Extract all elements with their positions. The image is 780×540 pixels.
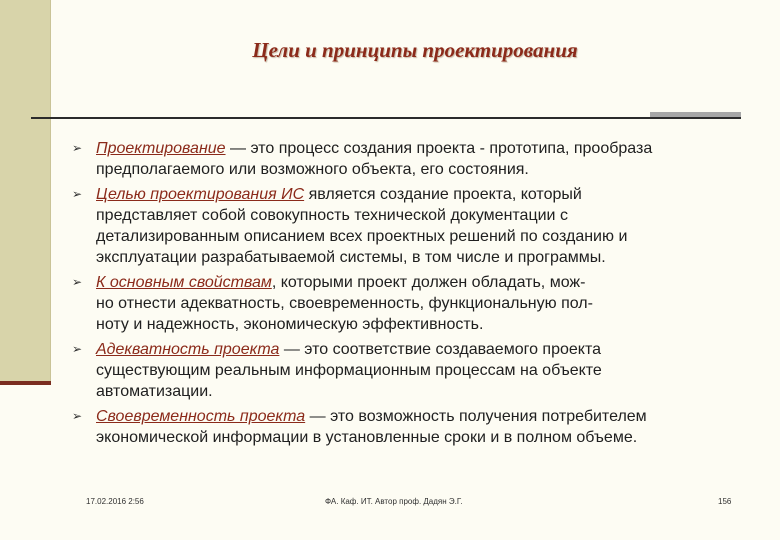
bullet-text: — это процесс создания проекта - прототипа, прообраза	[225, 140, 653, 157]
bullet-item-design	[72, 138, 752, 180]
bullet-item-timeliness	[72, 406, 752, 448]
arrow-bullet-icon: ➢	[72, 409, 83, 423]
bullet-text: но отнести адекватность, своевременность, функциональную пол-	[96, 295, 593, 312]
bullet-term: Адекватность проекта	[96, 341, 280, 358]
footer-author: ФА. Каф. ИТ. Автор проф. Дадян Э.Г.	[325, 497, 463, 506]
arrow-bullet-icon: ➢	[72, 275, 83, 289]
bullet-text: детализированным описанием всех проектных решений по созданию и	[96, 228, 628, 245]
footer-date: 17.02.2016 2:56	[86, 497, 144, 506]
bullet-text: ноту и надежность, экономическую эффективность.	[96, 316, 484, 333]
bullet-text: экономической информации в установленные сроки и в полном объеме.	[96, 429, 638, 446]
bullet-text: существующим реальным информационным процессам на объекте	[96, 362, 602, 379]
bullet-term: К основным свойствам	[96, 274, 272, 291]
bullet-text: — это соответствие создаваемого проекта	[279, 341, 602, 358]
title-divider	[31, 117, 741, 119]
bullet-text: предполагаемого или возможного объекта, его состояния.	[96, 161, 529, 178]
sidebar-edge	[50, 0, 51, 385]
bullet-text: , которыми проект должен обладать, мож-	[271, 274, 586, 291]
sidebar-accent-line	[0, 381, 51, 385]
bullet-item-properties	[72, 272, 752, 335]
bullet-term: Своевременность проекта	[96, 408, 306, 425]
slide-title: Цели и принципы проектирования	[252, 38, 578, 62]
footer-page-number: 156	[718, 497, 732, 506]
arrow-bullet-icon: ➢	[72, 141, 83, 155]
bullet-term: Целью проектирования ИС	[96, 186, 305, 203]
bullet-item-goal	[72, 184, 752, 268]
arrow-bullet-icon: ➢	[72, 342, 83, 356]
bullet-text: является создание проекта, который	[304, 186, 582, 203]
decorative-sidebar	[0, 0, 50, 385]
bullet-text: представляет собой совокупность технической документации с	[96, 207, 568, 224]
bullet-text: — это возможность получения потребителем	[305, 408, 647, 425]
bullet-text: автоматизации.	[96, 383, 213, 400]
bullet-term: Проектирование	[96, 140, 226, 157]
bullet-text: эксплуатации разрабатываемой системы, в том числе и программы.	[96, 249, 606, 266]
arrow-bullet-icon: ➢	[72, 187, 83, 201]
bullet-list	[72, 138, 752, 452]
bullet-item-adequacy	[72, 339, 752, 402]
